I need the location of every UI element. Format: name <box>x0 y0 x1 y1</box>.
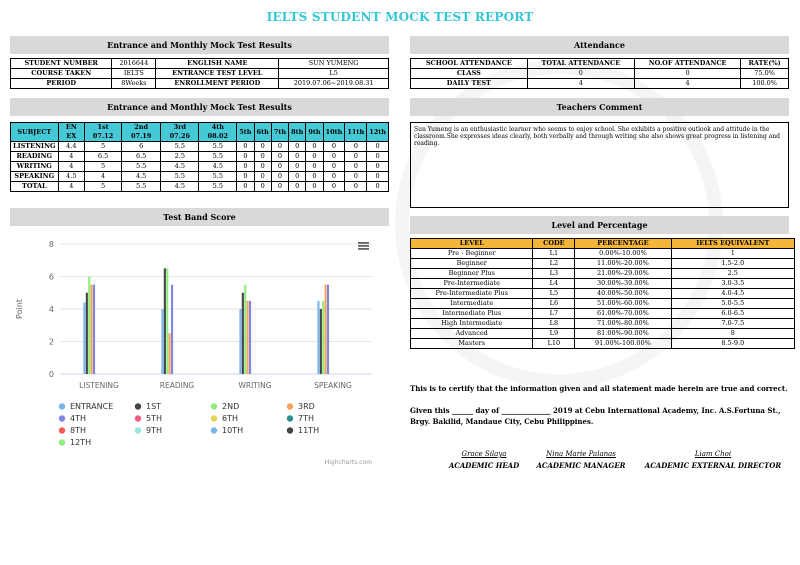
legend-marker <box>287 427 293 433</box>
table-cell: 5.5 <box>199 152 237 162</box>
legend-label: 3RD <box>298 402 315 411</box>
table-cell: CLASS <box>411 69 528 79</box>
table-cell: 0 <box>367 182 389 192</box>
table-cell: Intermediate Plus <box>411 309 533 319</box>
table-cell: L5 <box>533 289 575 299</box>
legend-marker <box>135 415 141 421</box>
band-chart-heading: Test Band Score <box>10 208 389 226</box>
table-cell: High Intermediate <box>411 319 533 329</box>
x-tick-label: LISTENING <box>79 381 119 390</box>
bar <box>247 301 249 374</box>
bar <box>169 333 171 374</box>
table-row <box>411 309 795 319</box>
legend-label: 6TH <box>222 414 238 423</box>
table-cell: 2.5 <box>161 152 199 162</box>
table-cell: COURSE TAKEN <box>11 69 112 79</box>
column-header: 3rd 07.26 <box>161 123 199 142</box>
bar <box>327 285 329 374</box>
table-cell: 2016644 <box>112 59 156 69</box>
comment-heading: Teachers Comment <box>410 98 789 116</box>
table-cell: 71.00%-80.00% <box>575 319 671 329</box>
table-row <box>411 339 795 349</box>
certification-line-1: This is to certify that the information given and all statement made herein are true and correct. <box>410 384 788 393</box>
table-cell: 0 <box>254 152 271 162</box>
chart-menu-icon <box>358 245 369 247</box>
report-title: IELTS STUDENT MOCK TEST REPORT <box>266 10 534 24</box>
table-cell: TOTAL <box>11 182 59 192</box>
table-cell: 5.5 <box>161 172 199 182</box>
table-cell: ENGLISH NAME <box>156 59 279 69</box>
bar <box>86 293 88 374</box>
table-cell: 4.5 <box>199 162 237 172</box>
legend-marker <box>59 403 65 409</box>
table-cell: 0 <box>289 172 306 182</box>
legend-label: 1ST <box>146 402 162 411</box>
table-cell: L10 <box>533 339 575 349</box>
table-row <box>411 79 789 89</box>
table-row <box>411 269 795 279</box>
table-cell: 5.5 <box>122 182 161 192</box>
chart-credit: Highcharts.com <box>324 459 372 466</box>
table-cell: DAILY TEST <box>411 79 528 89</box>
table-cell: WRITING <box>11 162 59 172</box>
table-cell: 4.5 <box>161 182 199 192</box>
column-header: 4th 08.02 <box>199 123 237 142</box>
scores-table <box>10 122 389 192</box>
legend-label: 2ND <box>222 402 240 411</box>
table-cell: STUDENT NUMBER <box>11 59 112 69</box>
table-cell: 5 <box>85 142 122 152</box>
legend-label: 7TH <box>298 414 314 423</box>
table-row <box>11 59 389 69</box>
legend-label: 4TH <box>70 414 86 423</box>
table-cell: 0 <box>367 162 389 172</box>
bar <box>88 277 90 375</box>
legend-label: 11TH <box>298 426 320 435</box>
signatory-academic-manager <box>533 450 629 470</box>
table-cell: Beginner Plus <box>411 269 533 279</box>
bar <box>166 268 168 374</box>
info-panel-heading: Entrance and Monthly Mock Test Results <box>10 36 389 54</box>
bar <box>322 301 324 374</box>
table-cell: L4 <box>533 279 575 289</box>
table-cell: 0 <box>345 152 367 162</box>
table-cell: 0 <box>323 162 345 172</box>
table-cell: 0 <box>254 142 271 152</box>
table-cell: ENTRANCE TEST LEVEL <box>156 69 279 79</box>
table-cell: 0 <box>271 172 288 182</box>
y-tick-label: 8 <box>48 240 54 249</box>
table-cell: 8 <box>671 329 794 339</box>
legend-label: 5TH <box>146 414 162 423</box>
bar <box>161 309 163 374</box>
table-cell: 0 <box>323 142 345 152</box>
x-tick-label: SPEAKING <box>314 381 352 390</box>
x-tick-label: WRITING <box>238 381 272 390</box>
table-header-row <box>411 59 789 69</box>
levels-table <box>410 238 795 349</box>
table-cell: 6.5 <box>85 152 122 162</box>
table-cell: 0.00%-10.00% <box>575 249 671 259</box>
table-cell: 0 <box>289 182 306 192</box>
table-cell: 3.0-3.5 <box>671 279 794 289</box>
table-cell: L2 <box>533 259 575 269</box>
table-cell: 4 <box>527 79 634 89</box>
table-cell: 4.5 <box>58 172 84 182</box>
table-cell: 0 <box>306 142 323 152</box>
table-cell: 4 <box>58 182 84 192</box>
legend-label: 8TH <box>70 426 86 435</box>
table-cell: 0 <box>271 162 288 172</box>
table-cell: 0 <box>345 142 367 152</box>
table-cell: 75.0% <box>741 69 789 79</box>
table-cell: 91.00%-100.00% <box>575 339 671 349</box>
table-cell: 5.5 <box>161 142 199 152</box>
column-header: 6th <box>254 123 271 142</box>
table-cell: 61.00%-70.00% <box>575 309 671 319</box>
table-cell: 0 <box>345 182 367 192</box>
table-cell: 30.00%-39.00% <box>575 279 671 289</box>
table-cell: Pre-Intermediate <box>411 279 533 289</box>
certification-line-3: Brgy. Bakilid, Mandaue City, Cebu Philippines. <box>410 417 594 426</box>
table-cell: Intermediate <box>411 299 533 309</box>
table-cell: IELTS <box>112 69 156 79</box>
table-cell: 0 <box>367 172 389 182</box>
table-cell: 0 <box>289 152 306 162</box>
signatory-name: Liam Choi <box>694 450 732 458</box>
column-header: LEVEL <box>411 239 533 249</box>
table-cell: SPEAKING <box>11 172 59 182</box>
column-header: CODE <box>533 239 575 249</box>
table-cell: 0 <box>306 152 323 162</box>
table-row <box>411 69 789 79</box>
table-row <box>11 182 389 192</box>
table-cell: 4.5 <box>122 172 161 182</box>
table-cell: 4.4 <box>58 142 84 152</box>
table-cell: Advanced <box>411 329 533 339</box>
table-row <box>411 279 795 289</box>
table-cell: ENROLLMENT PERIOD <box>156 79 279 89</box>
bar <box>239 309 241 374</box>
column-header: IELTS EQUIVALENT <box>671 239 794 249</box>
legend-marker <box>59 427 65 433</box>
table-cell: 6 <box>122 142 161 152</box>
column-header: 12th <box>367 123 389 142</box>
table-cell: 0 <box>367 142 389 152</box>
table-cell: 0 <box>527 69 634 79</box>
y-tick-label: 4 <box>48 305 54 314</box>
scores-heading: Entrance and Monthly Mock Test Results <box>10 98 389 116</box>
table-cell: 5 <box>85 162 122 172</box>
table-cell: 40.00%-50.00% <box>575 289 671 299</box>
bar <box>317 301 319 374</box>
bar <box>249 301 251 374</box>
legend-marker <box>287 403 293 409</box>
column-header: 10th <box>323 123 345 142</box>
bar <box>83 303 85 375</box>
bar <box>91 285 93 374</box>
table-row <box>411 299 795 309</box>
table-row <box>11 79 389 89</box>
table-cell: 0 <box>306 172 323 182</box>
table-cell: PERIOD <box>11 79 112 89</box>
bar <box>242 293 244 374</box>
table-cell: L8 <box>533 319 575 329</box>
table-cell: READING <box>11 152 59 162</box>
table-cell: 6.5 <box>122 152 161 162</box>
signatory-role: ACADEMIC EXTERNAL DIRECTOR <box>644 461 782 470</box>
legend-label: 12TH <box>70 438 92 447</box>
table-cell: 0 <box>634 69 740 79</box>
column-header: PERCENTAGE <box>575 239 671 249</box>
table-cell: 0 <box>237 142 254 152</box>
table-cell: L1 <box>533 249 575 259</box>
table-cell: 4.0-4.5 <box>671 289 794 299</box>
bar <box>93 285 95 374</box>
table-cell: 100.0% <box>741 79 789 89</box>
table-cell: 0 <box>323 172 345 182</box>
table-cell: 5.5 <box>199 142 237 152</box>
table-cell: LISTENING <box>11 142 59 152</box>
column-header: SCHOOL ATTENDANCE <box>411 59 528 69</box>
signatory-name: Grace Silaya <box>461 450 507 458</box>
table-cell: 4 <box>634 79 740 89</box>
table-row <box>11 152 389 162</box>
column-header: TOTAL ATTENDANCE <box>527 59 634 69</box>
table-cell: 5.5 <box>122 162 161 172</box>
table-row <box>411 289 795 299</box>
table-cell: L6 <box>533 299 575 309</box>
table-cell: 5.5 <box>199 182 237 192</box>
table-cell: 0 <box>289 162 306 172</box>
bar <box>244 285 246 374</box>
table-header-row <box>11 123 389 142</box>
table-cell: 0 <box>271 142 288 152</box>
table-cell: L5 <box>279 69 389 79</box>
column-header: 8th <box>289 123 306 142</box>
column-header: 7th <box>271 123 288 142</box>
legend-marker <box>135 403 141 409</box>
column-header: 9th <box>306 123 323 142</box>
column-header: RATE(%) <box>741 59 789 69</box>
table-cell: 0 <box>306 182 323 192</box>
chart-menu-icon <box>358 242 369 244</box>
table-cell: 0 <box>237 172 254 182</box>
table-cell: 7.0-7.5 <box>671 319 794 329</box>
table-cell: 0 <box>323 182 345 192</box>
column-header: SUBJECT <box>11 123 59 142</box>
table-cell: 0 <box>237 152 254 162</box>
y-tick-label: 6 <box>48 272 54 282</box>
table-cell: 0 <box>289 142 306 152</box>
table-cell: 6.0-6.5 <box>671 309 794 319</box>
y-tick-label: 0 <box>48 370 54 379</box>
bar <box>171 285 173 374</box>
table-cell: 5.0-5.5 <box>671 299 794 309</box>
signatory-role: ACADEMIC HEAD <box>448 461 520 470</box>
table-row <box>11 162 389 172</box>
legend-label: 9TH <box>146 426 162 435</box>
signatory-role: ACADEMIC MANAGER <box>536 461 626 470</box>
x-tick-label: READING <box>159 381 195 390</box>
table-cell: Masters <box>411 339 533 349</box>
table-row <box>411 329 795 339</box>
table-cell: 0 <box>271 182 288 192</box>
table-cell: Pre - Beginner <box>411 249 533 259</box>
table-row <box>11 172 389 182</box>
column-header: 11th <box>345 123 367 142</box>
column-header: 5th <box>237 123 254 142</box>
table-cell: 0 <box>367 152 389 162</box>
table-cell: Pre-Intermediate Plus <box>411 289 533 299</box>
table-cell: 0 <box>306 162 323 172</box>
table-cell: 0 <box>237 162 254 172</box>
chart-menu-icon <box>358 248 369 250</box>
legend-marker <box>59 439 65 445</box>
table-cell: 0 <box>323 152 345 162</box>
table-cell: 8.5-9.0 <box>671 339 794 349</box>
table-cell: 4 <box>58 152 84 162</box>
bar <box>164 268 166 374</box>
table-cell: L7 <box>533 309 575 319</box>
table-cell: 4 <box>85 172 122 182</box>
legend-label: ENTRANCE <box>70 402 114 411</box>
table-cell: L3 <box>533 269 575 279</box>
certification-line-2: Given this ______ day of ______________ 2019 at Cebu International Academy, Inc. A.S.Fortuna St., <box>410 406 781 415</box>
legend-marker <box>287 415 293 421</box>
table-row <box>411 249 795 259</box>
band-score-chart <box>10 228 383 468</box>
table-cell: 0 <box>254 162 271 172</box>
table-cell: 2019.07.06~2019.08.31 <box>279 79 389 89</box>
signatory-academic-head <box>438 450 530 470</box>
table-cell: SUN YUMENG <box>279 59 389 69</box>
legend-label: 10TH <box>222 426 244 435</box>
table-cell: 4 <box>58 162 84 172</box>
table-cell: 1.5-2.0 <box>671 259 794 269</box>
table-cell: 8Weeks <box>112 79 156 89</box>
y-axis-label: Point <box>15 299 24 319</box>
table-cell: 0 <box>254 182 271 192</box>
table-cell: L9 <box>533 329 575 339</box>
y-tick-label: 2 <box>48 337 54 347</box>
signatory-external-director <box>640 450 786 470</box>
attendance-heading: Attendance <box>410 36 789 54</box>
bar <box>320 309 322 374</box>
column-header: 2nd 07.19 <box>122 123 161 142</box>
table-row <box>411 319 795 329</box>
legend-marker <box>135 427 141 433</box>
table-cell: 51.00%-60.00% <box>575 299 671 309</box>
legend-marker <box>211 403 217 409</box>
table-cell: 5 <box>85 182 122 192</box>
table-cell: 21.00%-29.00% <box>575 269 671 279</box>
table-cell: 11.00%-20.00% <box>575 259 671 269</box>
table-row <box>11 142 389 152</box>
column-header: EN EX <box>58 123 84 142</box>
table-row <box>411 259 795 269</box>
signatory-name: Nina Marie Palanas <box>546 450 616 458</box>
table-header-row <box>411 239 795 249</box>
table-cell: 4.5 <box>161 162 199 172</box>
table-cell: Beginner <box>411 259 533 269</box>
table-cell: 5.5 <box>199 172 237 182</box>
table-cell: 0 <box>254 172 271 182</box>
table-cell: 1 <box>671 249 794 259</box>
table-cell: 2.5 <box>671 269 794 279</box>
table-cell: 0 <box>271 152 288 162</box>
table-cell: 0 <box>345 172 367 182</box>
attendance-table <box>410 58 789 89</box>
teachers-comment-box: Sun Yumeng is an enthusiastic learner who seems to enjoy school. She exhibits a positive outlook and attitude in the classroom.She expresses ideas clearly, both verbally and through writing she also shows great progress in listening and reading. <box>410 122 789 208</box>
table-cell: 81.00%-90.00% <box>575 329 671 339</box>
student-info-table <box>10 58 389 89</box>
legend-marker <box>59 415 65 421</box>
bar <box>325 285 327 374</box>
table-cell: 0 <box>345 162 367 172</box>
table-cell: 0 <box>237 182 254 192</box>
legend-marker <box>211 415 217 421</box>
legend-marker <box>211 427 217 433</box>
table-row <box>11 69 389 79</box>
column-header: NO.OF ATTENDANCE <box>634 59 740 69</box>
levels-heading: Level and Percentage <box>410 216 789 234</box>
column-header: 1st 07.12 <box>85 123 122 142</box>
